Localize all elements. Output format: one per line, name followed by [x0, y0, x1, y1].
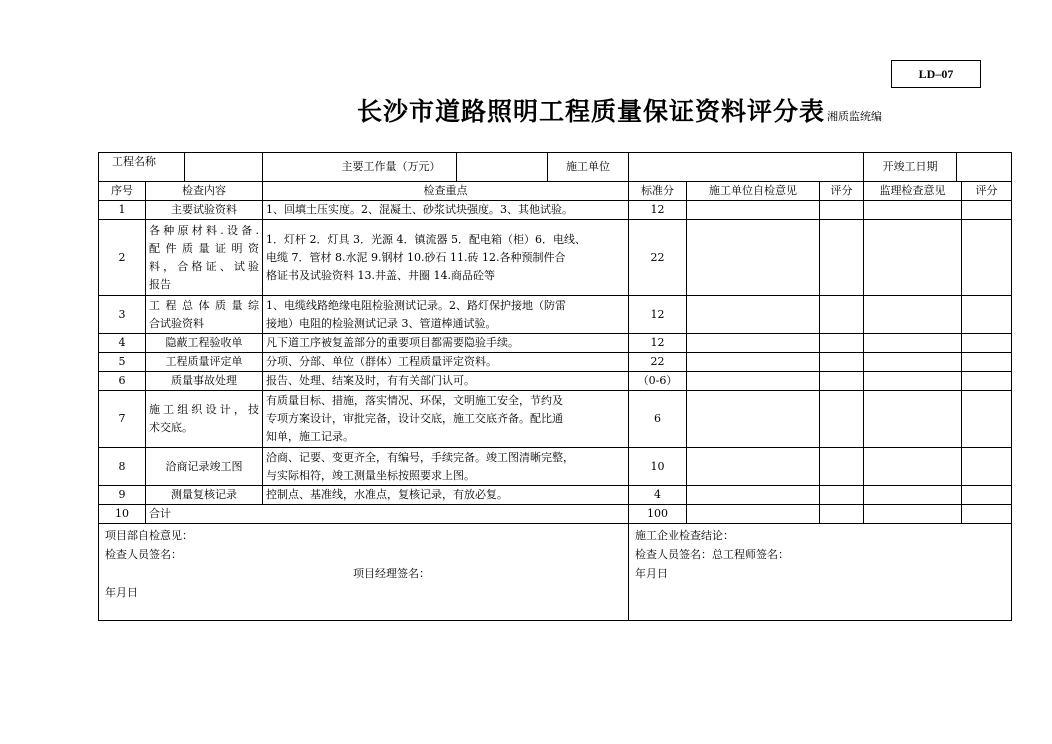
check-content — [146, 296, 263, 334]
check-focus — [263, 448, 629, 486]
check-focus-line: 洽商、记要、变更齐全，有编号，手续完备。竣工图清晰完整， — [266, 450, 574, 464]
standard-score: 12 — [629, 296, 687, 334]
score-cell-2[interactable] — [962, 296, 1012, 334]
row-number: 7 — [99, 391, 146, 448]
check-content — [146, 201, 263, 220]
self-check-cell[interactable] — [687, 296, 820, 334]
standard-score: 22 — [629, 220, 687, 296]
check-focus-line: 1、回填土压实度。2、混凝土、砂浆试块强度。3、其他试验。 — [266, 203, 573, 216]
score-cell-1[interactable] — [820, 334, 864, 353]
table-row — [99, 296, 1012, 334]
self-check-cell[interactable] — [687, 201, 820, 220]
project-self-check-section[interactable] — [99, 524, 629, 621]
standard-score: 22 — [629, 353, 687, 372]
score-cell-2[interactable] — [962, 448, 1012, 486]
total-standard: 100 — [629, 505, 687, 524]
check-content-line: 洽商记录竣工图 — [165, 459, 243, 473]
total-supervision[interactable] — [864, 505, 962, 524]
supervision-cell[interactable] — [864, 201, 962, 220]
check-focus-line: 1、电缆线路绝缘电阻检验测试记录。2、路灯保护接地（防雷 — [266, 298, 566, 312]
check-content-line: 隐蔽工程验收单 — [165, 336, 243, 349]
check-content-line: 合试验资料 — [149, 316, 204, 330]
workload-label: 主要工作量（万元） — [341, 160, 441, 173]
check-content-line: 主要试验资料 — [171, 203, 237, 216]
self-check-cell[interactable] — [687, 391, 820, 448]
header-supervision: 监理检查意见 — [864, 182, 962, 201]
check-content-line: 测量复核记录 — [171, 488, 237, 501]
score-cell-1[interactable] — [820, 220, 864, 296]
document-code-box — [891, 60, 981, 88]
check-focus — [263, 372, 629, 391]
workload-field[interactable] — [456, 153, 548, 181]
standard-score: 10 — [629, 448, 687, 486]
supervision-cell[interactable] — [864, 296, 962, 334]
check-focus — [263, 220, 629, 296]
score-cell-2[interactable] — [962, 486, 1012, 505]
standard-score: 12 — [629, 201, 687, 220]
check-focus-line: 分项、分部、单位（群体）工程质量评定资料。 — [266, 355, 497, 368]
title-area — [357, 92, 882, 128]
row-number: 6 — [99, 372, 146, 391]
table-row — [99, 486, 1012, 505]
header-focus: 检查重点 — [263, 182, 629, 201]
check-focus-line: 电缆 7．管材 8.水泥 9.钢材 10.砂石 11.砖 12.各种预制件合 — [266, 250, 566, 264]
self-check-cell[interactable] — [687, 334, 820, 353]
check-focus-line: 专项方案设计，审批完备，设计交底，施工交底齐备。配比通 — [266, 412, 563, 425]
row-number: 2 — [99, 220, 146, 296]
supervision-cell[interactable] — [864, 486, 962, 505]
score-cell-1[interactable] — [820, 486, 864, 505]
title-suffix: 湘质监统编 — [827, 110, 883, 123]
supervision-cell[interactable] — [864, 353, 962, 372]
check-content-line: 料，合格证、试验 — [149, 259, 259, 273]
check-focus — [263, 486, 629, 505]
date-label-right: 年月日 — [635, 567, 668, 580]
supervision-cell[interactable] — [864, 220, 962, 296]
contractor-field[interactable] — [629, 153, 864, 182]
score-cell-1[interactable] — [820, 372, 864, 391]
table-row — [99, 220, 1012, 296]
row-number: 4 — [99, 334, 146, 353]
check-focus-line: 与实际相符，竣工测量坐标按照要求上图。 — [266, 468, 475, 482]
check-content-line: 工程质量评定单 — [165, 355, 243, 368]
score-cell-2[interactable] — [962, 372, 1012, 391]
self-check-cell[interactable] — [687, 372, 820, 391]
row-number: 3 — [99, 296, 146, 334]
table-row — [99, 372, 1012, 391]
header-standard: 标准分 — [629, 182, 687, 201]
score-cell-1[interactable] — [820, 391, 864, 448]
score-cell-2[interactable] — [962, 353, 1012, 372]
row-number: 9 — [99, 486, 146, 505]
check-focus-line: 凡下道工序被复盖部分的重要项目都需要隐验手续。 — [266, 336, 519, 349]
header-score-1: 评分 — [820, 182, 864, 201]
row-number: 8 — [99, 448, 146, 486]
supervision-cell[interactable] — [864, 372, 962, 391]
date-label-left: 年月日 — [105, 586, 138, 599]
score-table — [98, 152, 1012, 621]
check-focus — [263, 296, 629, 334]
table-row — [99, 334, 1012, 353]
row-number: 1 — [99, 201, 146, 220]
dates-label: 开竣工日期 — [882, 160, 938, 173]
enterprise-check-section[interactable] — [629, 524, 1012, 621]
check-focus-line: 接地）电阻的检验测试记录 3、管道棒通试验。 — [266, 316, 497, 330]
score-cell-2[interactable] — [962, 334, 1012, 353]
table-row — [99, 353, 1012, 372]
check-content-line: 各种原材料.设备. — [149, 223, 259, 237]
document-code: LD–07 — [918, 66, 954, 81]
score-cell-1[interactable] — [820, 448, 864, 486]
total-score-2[interactable] — [962, 505, 1012, 524]
table-row — [99, 201, 1012, 220]
check-focus-line: 知单，施工记录。 — [266, 430, 354, 443]
standard-score: 6 — [629, 391, 687, 448]
header-content: 检查内容 — [146, 182, 263, 201]
check-content-line: 质量事故处理 — [171, 374, 237, 387]
score-cell-1[interactable] — [820, 201, 864, 220]
check-focus — [263, 353, 629, 372]
info-row — [99, 153, 1012, 182]
contractor-label: 施工单位 — [566, 160, 610, 173]
table-row — [99, 448, 1012, 486]
self-check-cell[interactable] — [687, 448, 820, 486]
check-focus-line: 报告、处理、结案及时，有有关部门认可。 — [266, 374, 475, 387]
dates-field[interactable] — [956, 153, 1011, 181]
self-check-cell[interactable] — [687, 220, 820, 296]
check-content — [146, 220, 263, 296]
total-number: 10 — [99, 505, 146, 524]
check-focus — [263, 201, 629, 220]
score-cell-2[interactable] — [962, 220, 1012, 296]
total-row — [99, 505, 1012, 524]
check-focus-line: 有质量目标、措施，落实情况、环保，文明施工安全，节约及 — [266, 394, 563, 407]
header-score-2: 评分 — [962, 182, 1012, 201]
enterprise-signature-label: 检查人员签名：总工程师签名： — [635, 548, 789, 561]
supervision-cell[interactable] — [864, 391, 962, 448]
score-cell-2[interactable] — [962, 391, 1012, 448]
inspector-signature-label: 检查人员签名： — [105, 548, 182, 561]
table-row — [99, 391, 1012, 448]
check-content — [146, 391, 263, 448]
document-title: 长沙市道路照明工程质量保证资料评分表 — [357, 97, 826, 126]
supervision-cell[interactable] — [864, 334, 962, 353]
self-check-cell[interactable] — [687, 486, 820, 505]
check-content-line: 术交底。 — [149, 421, 193, 434]
project-name-field[interactable] — [184, 153, 259, 181]
supervision-cell[interactable] — [864, 448, 962, 486]
score-cell-1[interactable] — [820, 353, 864, 372]
total-label: 合计 — [146, 505, 629, 524]
header-self-check: 施工单位自检意见 — [687, 182, 820, 201]
project-manager-signature-label: 项目经理签名： — [353, 567, 430, 580]
standard-score: 4 — [629, 486, 687, 505]
check-content — [146, 353, 263, 372]
total-self-check[interactable] — [687, 505, 820, 524]
header-no: 序号 — [99, 182, 146, 201]
score-cell-2[interactable] — [962, 201, 1012, 220]
standard-score: （0-6） — [629, 372, 687, 391]
enterprise-conclusion-label: 施工企业检查结论： — [635, 529, 734, 542]
check-content-line: 工程总体质量综 — [149, 298, 259, 312]
project-name-label: 工程名称 — [112, 155, 156, 168]
check-content-line: 报告 — [149, 277, 171, 291]
check-focus-line: 控制点、基准线，水准点，复核记录，有放必复。 — [266, 488, 508, 501]
check-content — [146, 486, 263, 505]
self-check-cell[interactable] — [687, 353, 820, 372]
check-focus-line: 1．灯杆 2．灯具 3．光源 4．镇流器 5．配电箱（柜）6．电线、 — [266, 232, 586, 246]
score-cell-1[interactable] — [820, 296, 864, 334]
check-focus — [263, 391, 629, 448]
header-row — [99, 182, 1012, 201]
row-number: 5 — [99, 353, 146, 372]
signature-row — [99, 524, 1012, 621]
total-score-1[interactable] — [820, 505, 864, 524]
check-focus-line: 格证书及试验资料 13.井盖、井圈 14.商品砼等 — [266, 268, 495, 282]
check-content — [146, 448, 263, 486]
check-content-line: 配件质量证明资 — [149, 241, 259, 255]
check-content-line: 施工组织设计，技 — [149, 403, 259, 416]
check-focus — [263, 334, 629, 353]
check-content — [146, 334, 263, 353]
project-self-check-label: 项目部自检意见： — [105, 529, 193, 542]
check-content — [146, 372, 263, 391]
standard-score: 12 — [629, 334, 687, 353]
